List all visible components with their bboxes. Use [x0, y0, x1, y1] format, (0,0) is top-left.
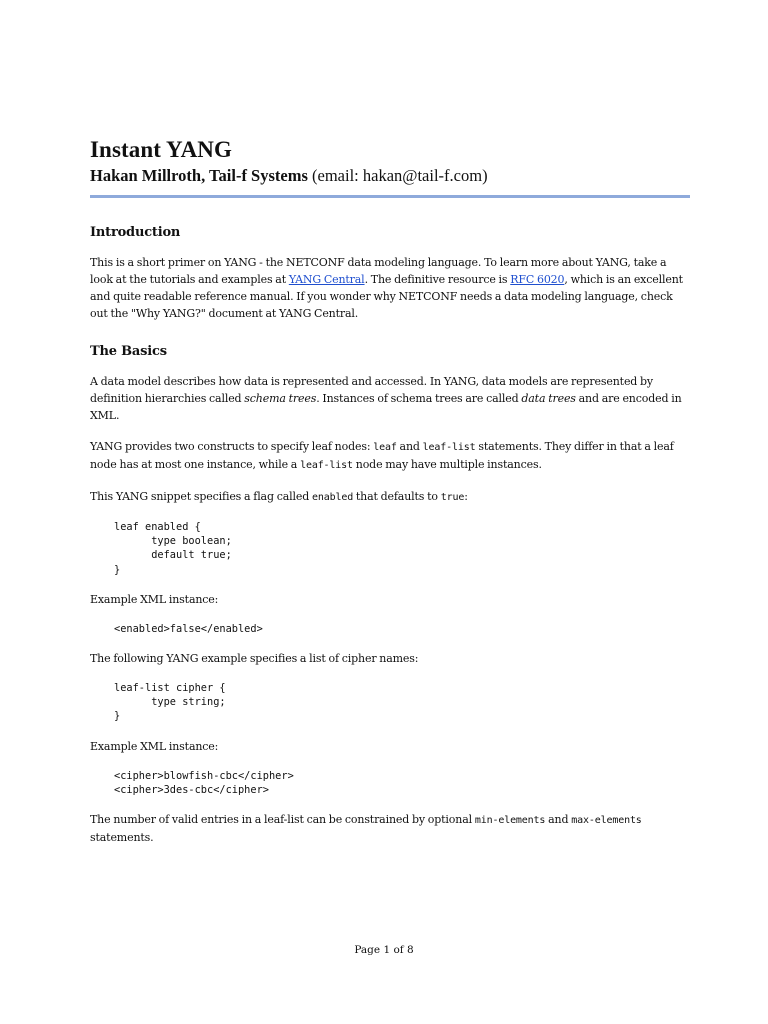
- title-divider: [90, 195, 690, 198]
- text-run: :: [464, 490, 468, 503]
- basics-paragraph-4: Example XML instance:: [90, 592, 219, 606]
- text-run: statements. They differ in that a leaf node has at most one instance, while a: [90, 440, 674, 471]
- author-name: Hakan Millroth, Tail-f Systems: [90, 166, 308, 185]
- emphasis-schema-trees: schema trees: [244, 392, 317, 405]
- inline-code: min-elements: [474, 815, 546, 827]
- code-block-leaf-list-cipher: leaf-list cipher { type string; }: [114, 682, 226, 723]
- text-run: YANG provides two constructs to specify leaf nodes:: [90, 440, 374, 453]
- section-heading-basics: The Basics: [90, 344, 167, 359]
- inline-code: max-elements: [571, 815, 642, 827]
- code-block-leaf-enabled: leaf enabled { type boolean; default true; }: [114, 521, 232, 576]
- emphasis-data-trees: data trees: [521, 392, 576, 405]
- basics-paragraph-7: [90, 811, 690, 846]
- code-block-xml-cipher: <cipher>blowfish-cbc</cipher> <cipher>3des-cbc</cipher>: [114, 769, 294, 796]
- rfc-6020-link[interactable]: RFC 6020: [510, 273, 565, 286]
- basics-paragraph-3: [90, 488, 690, 506]
- author-email: (email: hakan@tail-f.com): [312, 166, 488, 185]
- inline-code: leaf: [373, 442, 397, 453]
- text-run: . The definitive resource is: [364, 273, 511, 286]
- text-run: A data model describes how data is represented and accessed. In YANG, data models are represented by definition hierarchies called: [90, 375, 653, 405]
- inline-code: enabled: [311, 492, 354, 503]
- section-heading-introduction: Introduction: [90, 225, 181, 240]
- text-run: statements.: [90, 831, 154, 845]
- text-run: and: [545, 813, 572, 827]
- text-run: and: [396, 440, 423, 453]
- author-line: [90, 165, 690, 187]
- document-page: [90, 135, 690, 860]
- text-run: and are encoded in XML.: [90, 392, 682, 422]
- basics-paragraph-5: The following YANG example specifies a list of cipher names:: [90, 652, 419, 666]
- inline-code: true: [440, 492, 465, 503]
- text-run: , which is an excellent and quite readable reference manual. If you wonder why NETCONF needs a data modeling language, check out the "Why YANG?" document at YANG Central.: [90, 273, 683, 320]
- yang-central-link[interactable]: YANG Central: [288, 273, 365, 286]
- text-run: that defaults to: [353, 490, 441, 503]
- page-number: Page 1 of 8: [354, 944, 414, 956]
- basics-paragraph-2: [90, 438, 690, 474]
- inline-code: leaf-list: [422, 442, 476, 453]
- basics-paragraph-6: Example XML instance:: [90, 739, 219, 753]
- basics-paragraph-1: [90, 373, 690, 424]
- text-run: This is a short primer on YANG - the NETCONF data modeling language. To learn more about YANG, take a look at the tutorials and examples at: [90, 256, 667, 286]
- text-run: This YANG snippet specifies a flag called: [90, 490, 312, 503]
- inline-code: leaf-list: [300, 460, 353, 471]
- text-run: The number of valid entries in a leaf-list can be constrained by optional: [90, 813, 475, 827]
- document-title: Instant YANG: [90, 137, 233, 162]
- code-block-xml-enabled: <enabled>false</enabled>: [114, 622, 263, 635]
- intro-paragraph: [90, 254, 690, 322]
- text-run: node may have multiple instances.: [352, 458, 542, 471]
- text-run: . Instances of schema trees are called: [316, 392, 522, 405]
